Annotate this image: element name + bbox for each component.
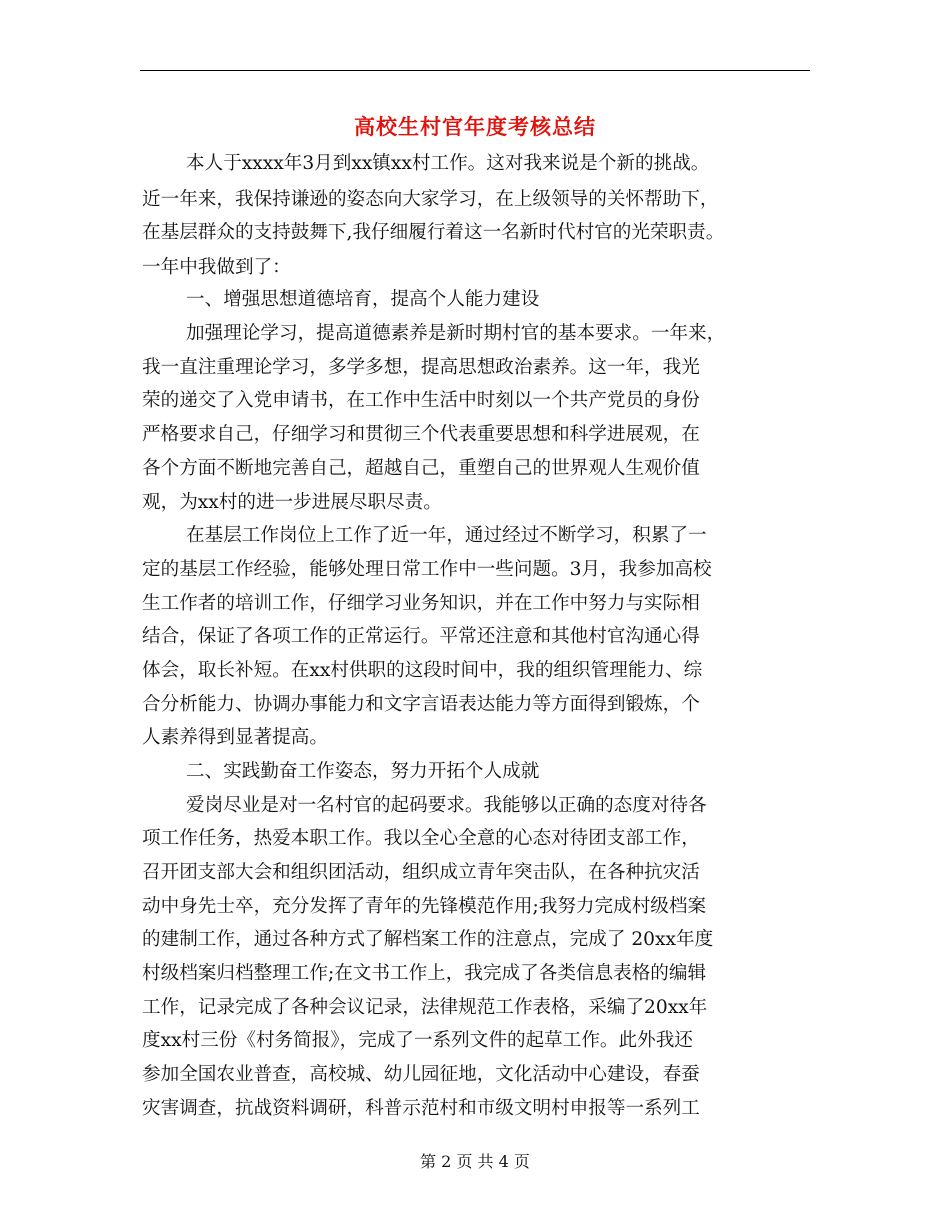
text-line: 项工作任务，热爱本职工作。我以全心全意的心态对待团支部工作， <box>142 828 700 849</box>
text-line: 灾害调查，抗战资料调研，科普示范村和市级文明村申报等一系列工 <box>142 1098 700 1119</box>
text-line: 合分析能力、协调办事能力和文字言语表达能力等方面得到锻炼，个 <box>142 694 700 715</box>
section-heading: 二、实践勤奋工作姿态，努力开拓个人成就 <box>186 761 540 782</box>
text-line: 严格要求自己，仔细学习和贯彻三个代表重要思想和科学进展观，在 <box>142 424 700 445</box>
text-line: 本人于xxxx年3月到xx镇xx村工作。这对我来说是个新的挑战。 <box>186 153 710 174</box>
text-line: 生工作者的培训工作，仔细学习业务知识，并在工作中努力与实际相 <box>142 593 700 614</box>
text-line: 观，为xx村的进一步进展尽职尽责。 <box>142 492 442 513</box>
text-line: 一年中我做到了： <box>142 257 291 278</box>
text-line: 度xx村三份《村务简报》，完成了一系列文件的起草工作。此外我还 <box>142 1030 693 1051</box>
text-line: 各个方面不断地完善自己，超越自己，重塑自己的世界观人生观价值 <box>142 458 700 479</box>
text-line: 体会，取长补短。在xx村供职的这段时间中，我的组织管理能力、综 <box>142 660 703 681</box>
page-number-footer: 第 2 页 共 4 页 <box>420 1152 530 1171</box>
text-line: 近一年来，我保持谦逊的姿态向大家学习，在上级领导的关怀帮助下， <box>142 189 719 210</box>
text-line: 加强理论学习，提高道德素养是新时期村官的基本要求。一年来， <box>186 323 726 344</box>
document-title: 高校生村官年度考核总结 <box>354 114 596 139</box>
text-line: 人素养得到显著提高。 <box>142 727 328 748</box>
text-line: 我一直注重理论学习，多学多想，提高思想政治素养。这一年，我光 <box>142 357 700 378</box>
text-line: 的建制工作，通过各种方式了解档案工作的注意点，完成了 20xx年度 <box>142 929 714 950</box>
text-line: 在基层工作岗位上工作了近一年，通过经过不断学习，积累了一 <box>186 525 707 546</box>
text-line: 在基层群众的支持鼓舞下,我仔细履行着这一名新时代村官的光荣职责。 <box>142 222 725 243</box>
text-line: 工作，记录完成了各种会议记录，法律规范工作表格，采编了20xx年 <box>142 997 708 1018</box>
text-line: 召开团支部大会和组织团活动，组织成立青年突击队，在各种抗灾活 <box>142 862 700 883</box>
text-line: 荣的递交了入党申请书，在工作中生活中时刻以一个共产党员的身份 <box>142 390 700 411</box>
header-rule <box>140 70 810 71</box>
text-line: 动中身先士卒，充分发挥了青年的先锋模范作用;我努力完成村级档案 <box>142 896 707 917</box>
text-line: 爱岗尽业是对一名村官的起码要求。我能够以正确的态度对待各 <box>186 795 707 816</box>
section-heading: 一、增强思想道德培育，提高个人能力建设 <box>186 289 540 310</box>
text-line: 参加全国农业普查，高校城、幼儿园征地，文化活动中心建设，春蚕 <box>142 1064 700 1085</box>
text-line: 村级档案归档整理工作;在文书工作上，我完成了各类信息表格的编辑 <box>142 963 707 984</box>
text-line: 结合，保证了各项工作的正常运行。平常还注意和其他村官沟通心得 <box>142 626 700 647</box>
text-line: 定的基层工作经验，能够处理日常工作中一些问题。3月，我参加高校 <box>142 559 712 580</box>
